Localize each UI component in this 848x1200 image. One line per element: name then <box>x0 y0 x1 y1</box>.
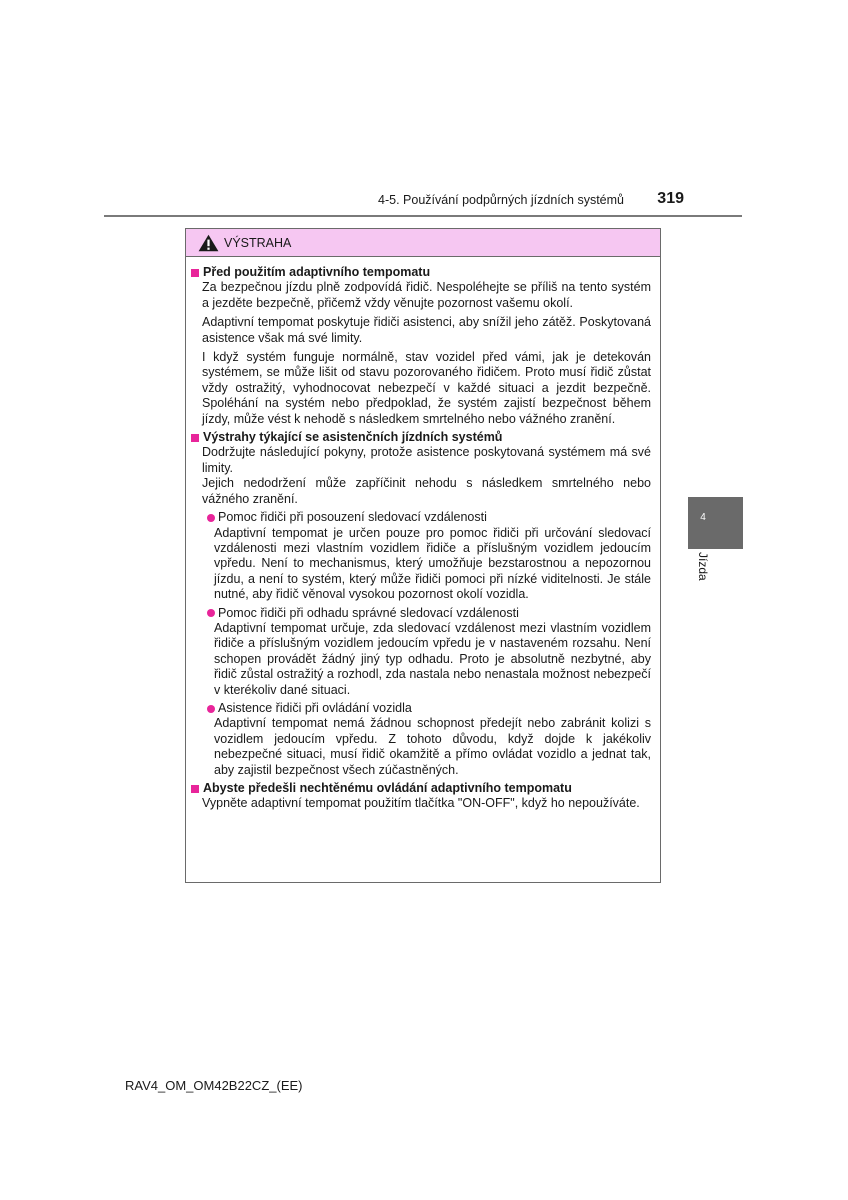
document-code: RAV4_OM_OM42B22CZ_(EE) <box>125 1078 303 1093</box>
square-bullet-icon <box>191 269 199 277</box>
chapter-number: 4 <box>700 512 706 523</box>
section-heading-text: Abyste předešli nechtěnému ovládání adaptivního tempomatu <box>203 781 572 795</box>
header-rule <box>104 215 742 217</box>
warning-title: VÝSTRAHA <box>224 235 292 250</box>
bullet-item <box>191 510 651 602</box>
warning-header <box>186 229 660 257</box>
section-heading <box>191 430 651 445</box>
section-heading <box>191 781 651 796</box>
paragraph: Adaptivní tempomat poskytuje řidiči asistenci, aby snížil jeho zátěž. Poskytovaná asistence však má své limity. <box>202 315 651 345</box>
warning-body <box>186 257 660 812</box>
paragraph: Vypněte adaptivní tempomat použitím tlačítka "ON-OFF", když ho nepoužíváte. <box>202 796 640 811</box>
bullet-item <box>191 606 651 698</box>
warning-box <box>185 228 661 883</box>
bullet-head <box>207 606 651 621</box>
paragraph: Dodržujte následující pokyny, protože asistence poskytovaná systémem má své limity. <box>202 445 651 475</box>
bullet-title: Pomoc řidiči při odhadu správné sledovací vzdálenosti <box>218 605 519 620</box>
bullet-head <box>207 701 651 716</box>
bullet-title: Asistence řidiči při ovládání vozidla <box>218 700 412 715</box>
bullet-text: Adaptivní tempomat je určen pouze pro pomoc řidiči při určování sledovací vzdálenosti mezi vlastním vozidlem řidiče a příslušným vozidlem jedoucím vpředu. Není to mechanismus, který umožňuje bezstarostnou a nepozornou jízdu, a není to systém, který může řidiči pomoci při nízké viditelnosti. Je stále nutné, aby řidič věnoval vysokou pozornost okolí vozidla. <box>214 525 651 602</box>
section-heading-text: Výstrahy týkající se asistenčních jízdních systémů <box>203 430 503 445</box>
round-bullet-icon <box>207 514 215 522</box>
bullet-title: Pomoc řidiči při posouzení sledovací vzdálenosti <box>218 510 487 525</box>
chapter-tab <box>688 497 743 549</box>
bullet-text: Adaptivní tempomat určuje, zda sledovací vzdálenost mezi vlastním vozidlem řidiče a příslušným vozidlem jedoucím vpředu je v nastaveném rozsahu. Není schopen provádět žádný jiný typ odhadu. Proto je absolutně nezbytné, aby řidič zůstal ostražitý a rozhodl, zda nastala nebo nenastala možnost nebezpečí v kterékoliv dané situaci. <box>214 620 651 697</box>
round-bullet-icon <box>207 705 215 713</box>
running-header: 4-5. Používání podpůrných jízdních systémů <box>378 193 624 207</box>
round-bullet-icon <box>207 609 215 617</box>
bullet-text: Adaptivní tempomat nemá žádnou schopnost předejít nebo zabránit kolizi s vozidlem jedoucím vpředu. Z tohoto důvodu, když dojde k jakékoliv nebezpečné situaci, musí řidič okamžitě a přímo ovládat vozidlo a jednat tak, aby zajistil bezpečnost všech zúčastněných. <box>214 716 651 777</box>
chapter-title: Jízda <box>696 552 710 581</box>
section-heading-text: Před použitím adaptivního tempomatu <box>203 265 431 279</box>
bullet-head <box>207 510 651 525</box>
paragraph: Za bezpečnou jízdu plně zodpovídá řidič. Nespoléhejte se příliš na tento systém a jezděte bezpečně, přičemž vždy věnujte pozornost vašemu okolí. <box>202 280 651 310</box>
warning-triangle-icon <box>198 234 219 252</box>
page-number: 319 <box>657 190 684 207</box>
square-bullet-icon <box>191 434 199 442</box>
paragraph: Jejich nedodržení může zapříčinit nehodu s následkem smrtelného nebo vážného zranění. <box>202 476 651 506</box>
section-heading <box>191 265 651 280</box>
square-bullet-icon <box>191 785 199 793</box>
bullet-item <box>191 701 651 778</box>
paragraph: I když systém funguje normálně, stav vozidel před vámi, jak je detekován systémem, se může lišit od stavu pozorovaného řidičem. Proto musí řidič zůstat vždy ostražitý, vyhodnocovat nebezpečí v každé situaci a jezdit bezpečně. Spoléhání na systém nebo předpoklad, že systém zajistí bezpečnost během jízdy, může vést k nehodě s následkem smrtelného nebo vážného zranění. <box>202 350 651 426</box>
